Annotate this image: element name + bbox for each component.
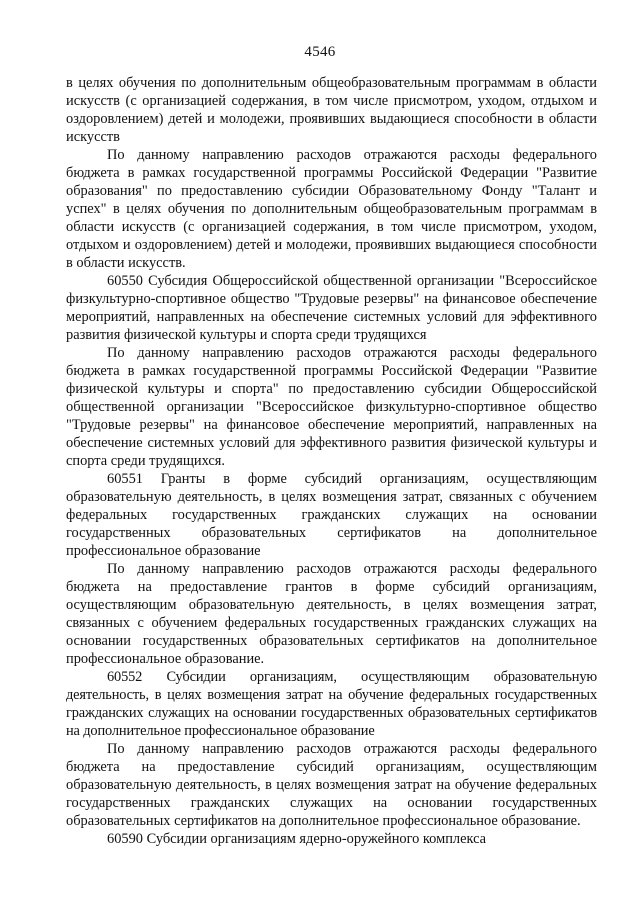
- expense-code-60550: 60550 Субсидия Общероссийской общественной организации "Всероссийское физкультурно-спортивное общество "Трудовые резервы" на финансовое обеспечение мероприятий, направленных на обеспечение системных условий для эффективного развития физической культуры и спорта среди трудящихся: [66, 273, 597, 343]
- expense-code-60590: 60590 Субсидии организациям ядерно-оружейного комплекса: [107, 831, 487, 847]
- expense-code-60551: 60551 Гранты в форме субсидий организациям, осуществляющим образовательную деятельность, в целях возмещения затрат, связанных с обучением федеральных государственных гражданских служащих на основании государственных образовательных сертификатов на дополнительное профессиональное образование: [66, 471, 597, 559]
- paragraph-continuation: в целях обучения по дополнительным общеобразовательным программам в области искусств (с организацией содержания, в том числе присмотром, уходом, отдыхом и оздоровлением) детей и молодежи, проявивших выдающиеся способности в области искусств: [66, 75, 597, 145]
- document-body: [66, 74, 597, 848]
- paragraph-60552-description: По данному направлению расходов отражаются расходы федерального бюджета на предоставление субсидий организациям, осуществляющим образовательную деятельность, в целях возмещения затрат на обучение федеральных государственных гражданских служащих на основании государственных образовательных сертификатов на дополнительное профессиональное образование.: [66, 741, 597, 829]
- paragraph-talant-description: По данному направлению расходов отражаются расходы федерального бюджета в рамках государственной программы Российской Федерации "Развитие образования" по предоставлению субсидии Образовательному Фонду "Талант и успех" в целях обучения по дополнительным общеобразовательным программам в области искусств (с организацией содержания, в том числе присмотром, уходом, отдыхом и оздоровлением) детей и молодежи, проявивших выдающиеся способности в области искусств.: [66, 147, 597, 271]
- paragraph-60550-description: По данному направлению расходов отражаются расходы федерального бюджета в рамках государственной программы Российской Федерации "Развитие физической культуры и спорта" по предоставлению субсидии Общероссийской общественной организации "Всероссийское физкультурно-спортивное общество "Трудовые резервы" на финансовое обеспечение мероприятий, направленных на обеспечение системных условий для эффективного развития физической культуры и спорта среди трудящихся.: [66, 345, 597, 469]
- page-number: 4546: [304, 44, 336, 60]
- paragraph-60551-description: По данному направлению расходов отражаются расходы федерального бюджета на предоставление грантов в форме субсидий организациям, осуществляющим образовательную деятельность, в целях возмещения затрат, связанных с обучением федеральных государственных гражданских служащих на основании государственных образовательных сертификатов на дополнительное профессиональное образование.: [66, 561, 597, 667]
- expense-code-60552: 60552 Субсидии организациям, осуществляющим образовательную деятельность, в целях возмещения затрат на обучение федеральных государственных гражданских служащих на основании государственных образовательных сертификатов на дополнительное профессиональное образование: [66, 669, 597, 739]
